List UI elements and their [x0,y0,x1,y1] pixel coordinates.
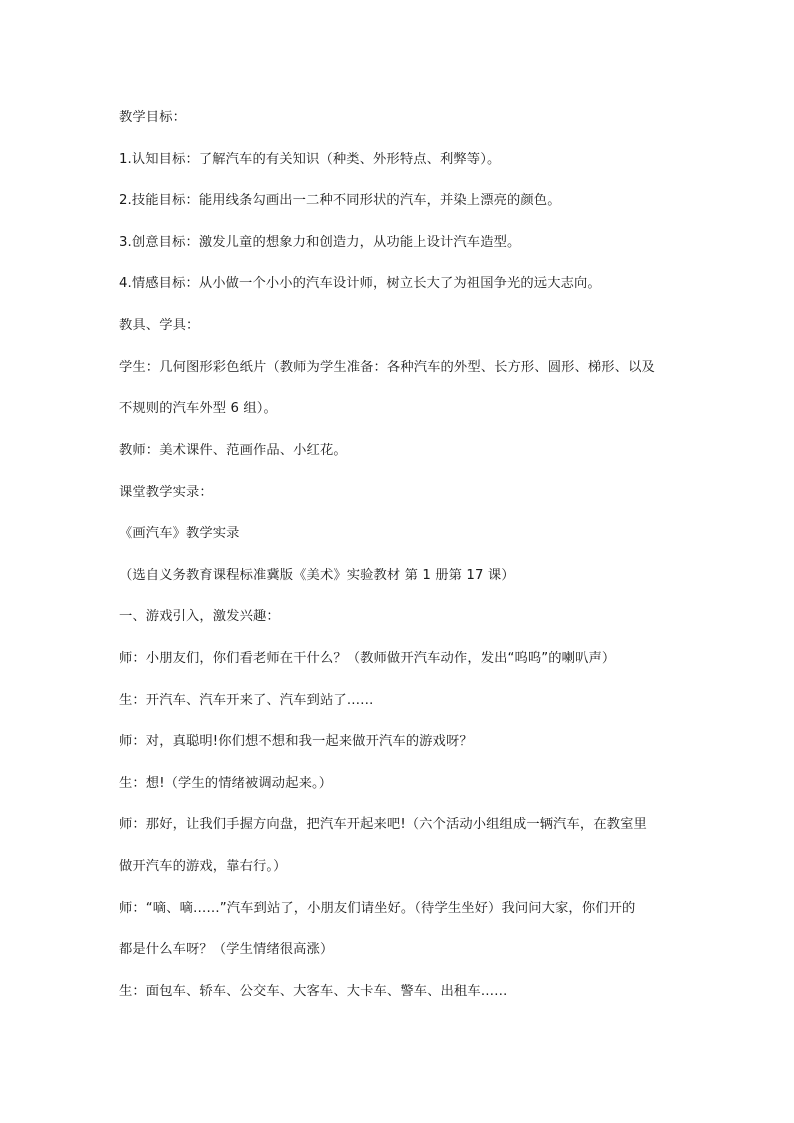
goal-skill: 2.技能目标：能用线条勾画出一二种不同形状的汽车，并染上漂亮的颜色。 [119,193,561,208]
dialogue-line-6-cont: 都是什么车呀？（学生情绪很高涨） [119,942,334,957]
dialogue-line-1: 师：小朋友们，你们看老师在干什么？（教师做开汽车动作，发出“呜呜”的喇叭声） [119,651,616,666]
dialogue-line-4: 生：想!（学生的情绪被调动起来。） [119,776,333,791]
goal-emotional: 4.情感目标：从小做一个小小的汽车设计师，树立长大了为祖国争光的远大志向。 [119,276,601,291]
aids-teacher: 教师：美术课件、范画作品、小红花。 [119,443,347,458]
dialogue-line-5-cont: 做开汽车的游戏，靠右行。） [119,859,287,874]
dialogue-line-2: 生：开汽车、汽车开来了、汽车到站了…… [119,693,374,708]
heading-teaching-aids: 教具、学具： [119,318,200,333]
aids-students-line-2: 不规则的汽车外型 6 组）。 [119,401,277,416]
goal-creative: 3.创意目标：激发儿童的想象力和创造力，从功能上设计汽车造型。 [119,235,521,250]
lesson-source: （选自义务教育课程标准冀版《美术》实验教材 第 1 册第 17 课） [119,568,515,583]
section-game-intro: 一、游戏引入，激发兴趣： [119,609,280,624]
dialogue-line-5: 师：那好，让我们手握方向盘，把汽车开起来吧!（六个活动小组组成一辆汽车，在教室里 [119,817,647,832]
heading-teaching-goals: 教学目标： [119,110,186,125]
heading-classroom-record: 课堂教学实录： [119,485,213,500]
lesson-title: 《画汽车》教学实录 [119,526,240,541]
dialogue-line-6: 师：“嘀、嘀……”汽车到站了，小朋友们请坐好。（待学生坐好）我问问大家，你们开的 [119,901,636,916]
aids-students-line-1: 学生：几何图形彩色纸片（教师为学生准备：各种汽车的外型、长方形、圆形、梯形、以及 [119,360,655,375]
goal-cognitive: 1.认知目标：了解汽车的有关知识（种类、外形特点、利弊等）。 [119,152,501,167]
dialogue-line-7: 生：面包车、轿车、公交车、大客车、大卡车、警车、出租车…… [119,984,508,999]
dialogue-line-3: 师：对，真聪明!你们想不想和我一起来做开汽车的游戏呀？ [119,734,473,749]
